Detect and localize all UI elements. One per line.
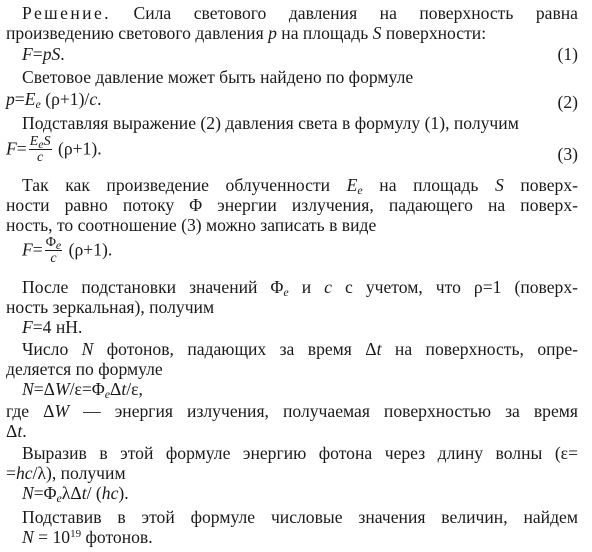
equation-number-1: (1) (557, 44, 578, 64)
fraction: $\frac{E_eS}{c}$ (29, 134, 51, 165)
paragraph-6-line-3: где ΔW — энергия излучения, получаемая поверхностью за время (6, 401, 578, 421)
formula-1: F=pS. (22, 44, 65, 64)
formula-6: $N=\Delta W/\varepsilon=\Phi_e\Delta t/\varepsilon$, (22, 379, 143, 401)
paragraph-8-line-1: Подставив в этой формуле числовые значения величин, найдем (22, 507, 578, 527)
fraction: $\frac{\Phi_e}{c}$ (45, 235, 62, 266)
paragraph-7-line-2: =hc/λ), получим (6, 463, 126, 483)
text-run: Сила светового давления на поверхность равна (133, 3, 578, 23)
paragraph-4-line-1: Так как произведение облученности $E_e$ на площадь S поверх- (22, 175, 579, 197)
result-line: $N = 10^{19}$ фотонов. (22, 527, 153, 547)
equation-number-2: (2) (557, 92, 578, 112)
formula-7: $N=\Phi_e\lambda\Delta t/$ (hc). (22, 483, 129, 505)
paragraph-6-line-1: Число N фотонов, падающих за время Δt на поверхность, опре- (22, 339, 578, 359)
paragraph-1-line-1 (22, 4, 578, 24)
paragraph-5-line-2: ность зеркальная), получим (6, 297, 215, 317)
paragraph-6-line-4: Δt. (6, 421, 27, 441)
paragraph-1-line-2: произведению светового давления p на площадь S поверхности: (6, 23, 487, 43)
formula-3: F= $\frac{E_eS}{c}$ (ρ+1). (6, 134, 102, 165)
paragraph-3-line-1: Подставляя выражение (2) давления света в формулу (1), получим (22, 113, 519, 133)
formula-5: F=4 нН. (22, 317, 83, 337)
paragraph-2-line-1: Световое давление может быть найдено по формуле (22, 67, 414, 87)
paragraph-6-line-2: деляется по формуле (6, 359, 163, 379)
paragraph-4-line-2: ности равно потоку Φ энергии излучения, падающего на поверх- (6, 195, 578, 215)
paragraph-7-line-1: Выразив в этой формуле энергию фотона через длину волны (ε= (22, 443, 578, 463)
heading-solution: Решение. (22, 3, 111, 23)
paragraph-4-line-3: ность, то соотношение (3) можно записать в виде (6, 215, 377, 235)
formula-2: $p=E_e$ (ρ+1)/c. (6, 89, 102, 111)
formula-4: F= $\frac{\Phi_e}{c}$ (ρ+1). (22, 235, 113, 266)
equation-number-3: (3) (557, 144, 578, 164)
paragraph-5-line-1: После подстановки значений $\Phi_e$ и c с учетом, что ρ=1 (поверх- (22, 277, 578, 299)
